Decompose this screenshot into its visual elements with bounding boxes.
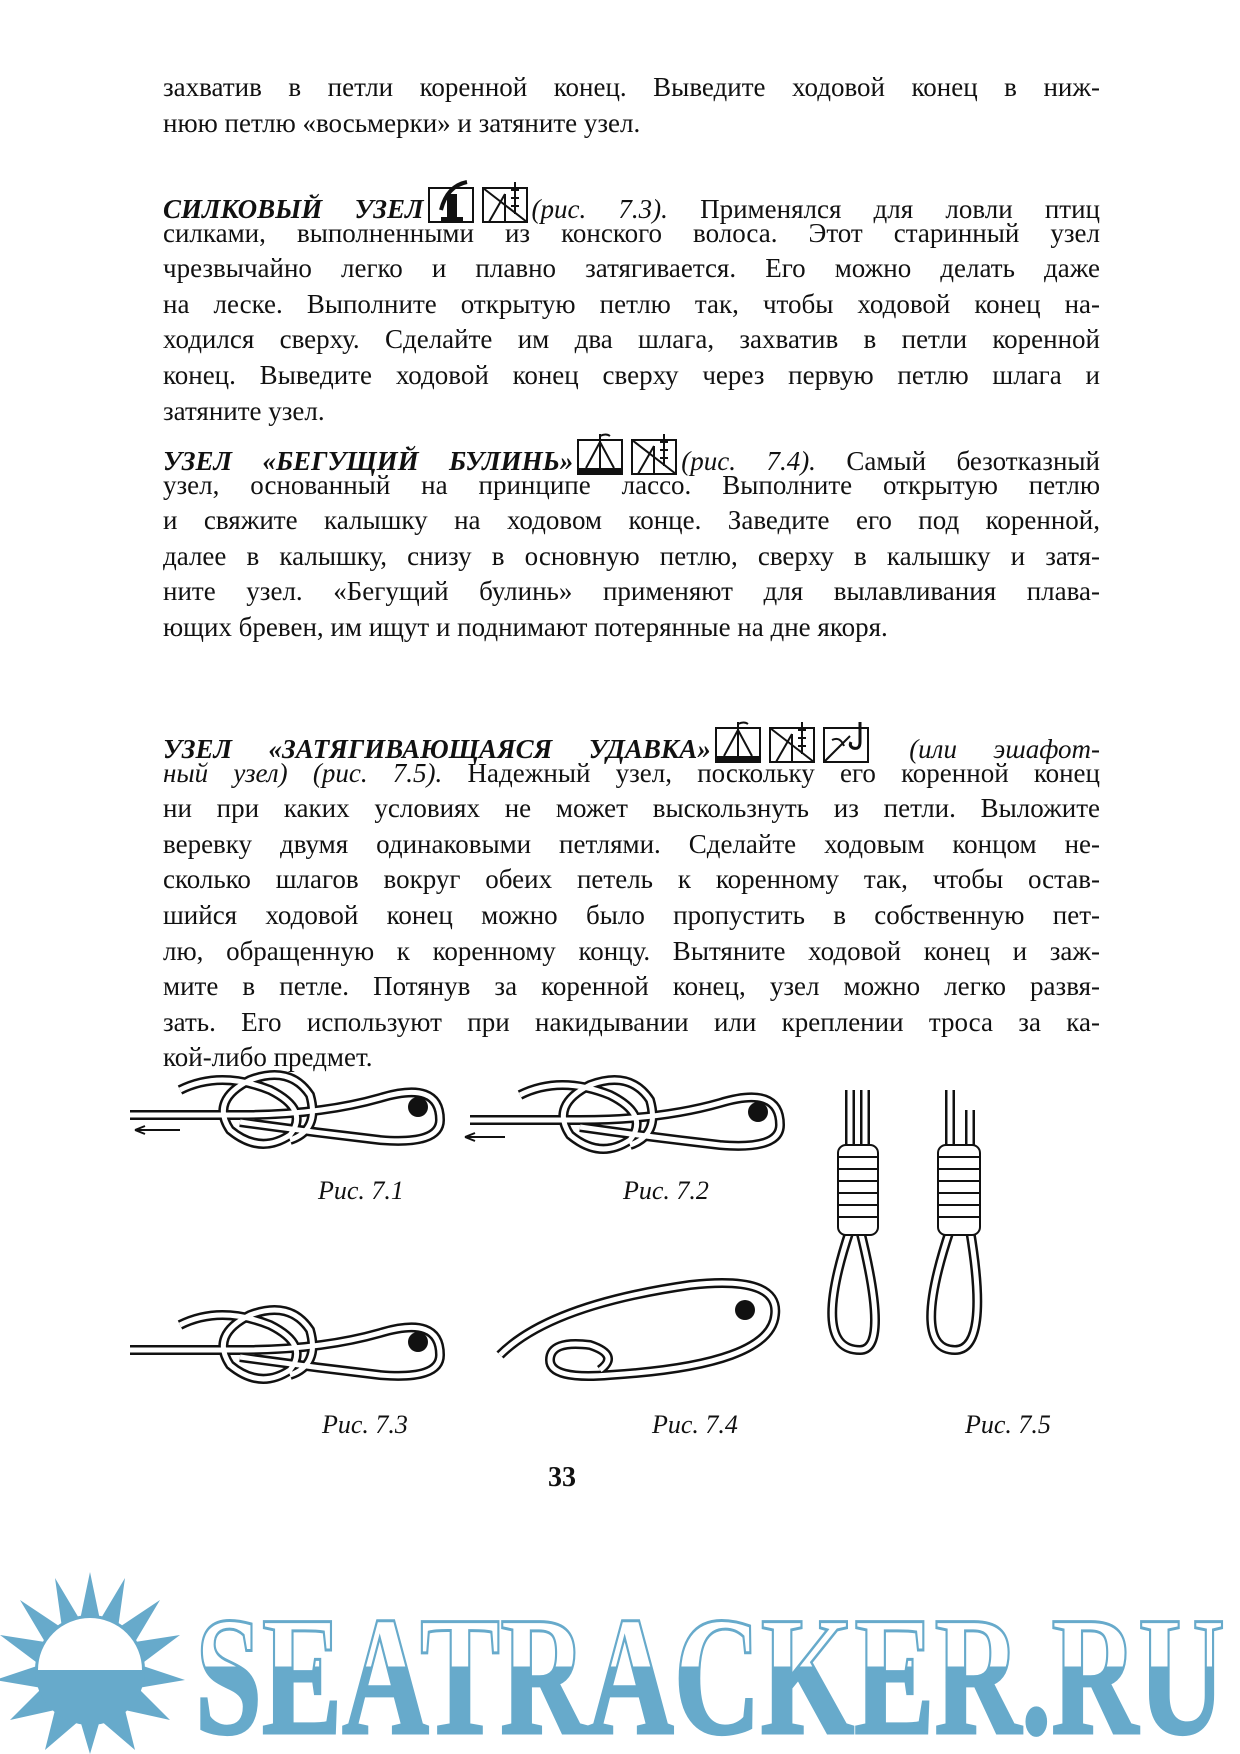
- figure-7-3: [130, 1310, 440, 1379]
- text-line: ходился сверху. Сделайте им два шлага, захватив в петли коренной: [163, 324, 1100, 355]
- figure-caption: Рис. 7.1: [318, 1176, 404, 1205]
- text-line: и свяжите калышку на ходовом конце. Заведите его под коренной,: [163, 505, 1100, 536]
- intro-paragraph: [163, 70, 1100, 141]
- section-heading-line: [163, 720, 1101, 764]
- figure-reference: (или эшафот-: [909, 734, 1101, 764]
- section-silk-knot: [163, 180, 1100, 429]
- section-heading: УЗЕЛ «ЗАТЯГИВАЮЩАЯСЯ УДАВКА»: [163, 734, 711, 764]
- text-segment: Надежный узел, поскольку его коренной конец: [467, 757, 1100, 788]
- figure-7-4: [500, 1283, 775, 1376]
- text-line: веревку двумя одинаковыми петлями. Сделайте ходовым концом не-: [163, 828, 1100, 859]
- section-heading-line: [163, 180, 1100, 224]
- sun-icon: [0, 1572, 185, 1754]
- figure-caption: Рис. 7.3: [322, 1410, 408, 1439]
- section-hangman-knot: [163, 720, 1100, 1076]
- section-heading: СИЛКОВЫЙ УЗЕЛ: [163, 194, 424, 224]
- text-line: мите в петле. Потянув за коренной конец, узел можно легко развя-: [163, 971, 1100, 1002]
- text-line: сколько шлагов вокруг обеих петель к коренному так, чтобы остав-: [163, 864, 1100, 895]
- watermark-text: SEATRACKER.RU: [195, 1582, 1225, 1754]
- text-line: захватив в петли коренной конец. Выведите ходовой конец в ниж-: [163, 72, 1100, 102]
- figure-7-5: [832, 1090, 980, 1350]
- figure-7-1: [130, 1075, 440, 1144]
- text-segment: Самый безотказный: [846, 446, 1100, 476]
- text-line: кой-либо предмет.: [163, 1042, 373, 1073]
- figure-7-2: [465, 1080, 780, 1149]
- figure-reference: (рис. 7.4).: [681, 446, 816, 476]
- text-line: конец. Выведите ходовой конец сверху через первую петлю шлага и: [163, 359, 1100, 390]
- text-line: лю, обращенную к коренному концу. Вытяните ходовой конец и заж-: [163, 935, 1100, 966]
- page-number: 33: [548, 1462, 576, 1493]
- text-line: шийся ходовой конец можно было пропустить в собственную пет-: [163, 899, 1100, 930]
- text-line: затяните узел.: [163, 395, 325, 426]
- figure-reference: (рис. 7.3).: [531, 194, 668, 224]
- section-heading-line: [163, 432, 1100, 476]
- text-line: на леске. Выполните открытую петлю так, чтобы ходовой конец на-: [163, 288, 1100, 319]
- watermark-logo: [0, 1570, 1240, 1754]
- figure-caption: Рис. 7.5: [965, 1410, 1051, 1439]
- text-line: ющих бревен, им ищут и поднимают потерянные на дне якоря.: [163, 611, 888, 642]
- text-line: зать. Его используют при накидывании или креплении троса за ка-: [163, 1006, 1100, 1037]
- text-line: далее в калышку, снизу в основную петлю, сверху в калышку и затя-: [163, 540, 1100, 571]
- figure-caption: Рис. 7.4: [652, 1410, 738, 1439]
- text-line: [163, 756, 1100, 792]
- text-segment: Применялся для ловли птиц: [700, 194, 1100, 224]
- section-heading: УЗЕЛ «БЕГУЩИЙ БУЛИНЬ»: [163, 446, 574, 476]
- text-line: узел, основанный на принципе лассо. Выполните открытую петлю: [163, 469, 1100, 500]
- figure-reference: ный узел) (рис. 7.5).: [163, 757, 443, 788]
- text-line: силками, выполненными из конского волоса. Этот старинный узел: [163, 217, 1100, 248]
- text-line: ни при каких условиях не может выскользнуть из петли. Выложите: [163, 793, 1100, 824]
- text-line: нюю петлю «восьмерки» и затяните узел.: [163, 107, 641, 138]
- section-running-bowline: [163, 432, 1100, 646]
- knot-figures: [120, 1040, 1020, 1410]
- text-line: чрезвычайно легко и плавно затягивается. Его можно делать даже: [163, 253, 1100, 284]
- figure-caption: Рис. 7.2: [623, 1176, 709, 1205]
- text-line: ните узел. «Бегущий булинь» применяют для вылавливания плава-: [163, 576, 1100, 607]
